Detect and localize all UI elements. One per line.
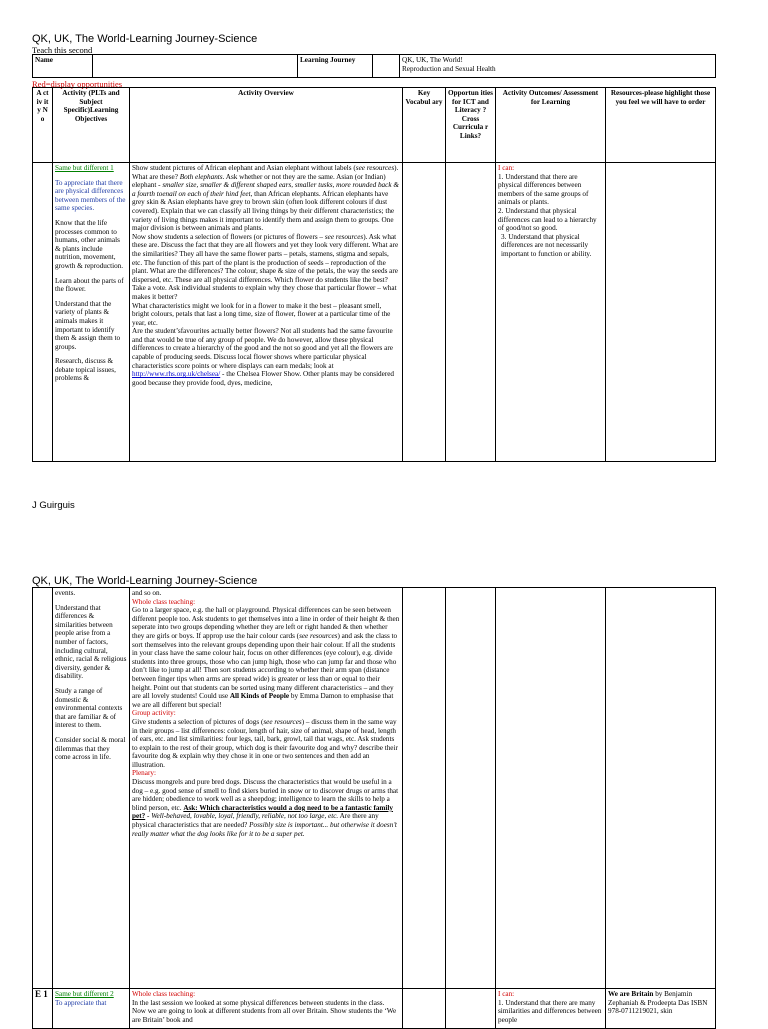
overview-paragraph-3: Discuss mongrels and pure bred dogs. Discuss the characteristics that would be useful in a dog – e.g. good sense of smell to find skiers buried in snow or to discover drugs or arms that are hidden; obedience to work well as a sheepdog; intelligence to learn the skills to help a blind person, etc. Ask: Which characteristics would a dog need to be a fantastic family pet? - Well-behaved, lovable, loyal, friendly, reliable, not too large, etc. Are there any physical characteristics that are needed? Possibly size is important... but otherwise it doesn’t really matter what the dog looks like for it to be a super pet. <box>132 778 399 838</box>
page1-title: QK, UK, The World-Learning Journey-Science <box>32 33 258 45</box>
overview-paragraph-1: Show student pictures of African elephant and Asian elephant without labels (see resources). What are these? Both elephants. Ask whether or not they are the same. Asian (or Indian) elephant - smaller size, smaller & different shaped ears, smaller tusks, more rounded back & a fourth toenail on each of their hind feet, than African elephants. African elephants have grey skin & Asian elephants have grey to brown skin (often look different colours if dust covered). Explain that we can classify all living things by their different characteristics; the variety of living things makes it important to identify them and assign them to groups. One major division is between animals and plants. <box>132 164 399 233</box>
page1-activity-table <box>32 87 716 462</box>
header-table <box>32 54 716 78</box>
activity-number-cell-2: E 1 <box>33 989 53 1029</box>
objective-understand-differences: Understand that differences & similarities between people arise from a number of factors, including cultural, ethnic, racial & religious diversity, gender & disability. <box>55 603 127 681</box>
page2-title: QK, UK, The World-Learning Journey-Science <box>32 575 258 587</box>
objective-understand: Understand that the variety of plants & animals makes it important to identify them & assign them to groups. <box>55 299 121 351</box>
overview-andso: and so on. <box>132 589 162 597</box>
col-resources: Resources-please highlight those you feel we will have to order <box>606 88 716 163</box>
outcome-row2: 1. Understand that there are many similarities and differences between people <box>498 998 602 1024</box>
col-activity-no: A ct iv it y N o <box>33 88 53 163</box>
name-value[interactable] <box>93 55 298 78</box>
outcomes-cell-2 <box>496 989 606 1029</box>
overview-paragraph-2: Give students a selection of pictures of dogs (see resources) – discuss them in the same way in their groups – list differences: colour, length of hair, size of animal, shape of head, length of ears, etc. and list similarities: four legs, tail, bark, growl, tail that wags, etc. Ask students to explain to the rest of their group, which dog is their favourite dog and why? describe their favourite dog & explain why they chose it in one or two sentences and then add an illustration. <box>132 717 398 769</box>
overview-paragraph-1: Go to a larger space, e.g. the hall or playground. Physical differences can be seen between different people too. Ask students to get themselves into a line in order of their height & then seperate into two groups depending whether they are left or right handed & then whether they are girls or boys. If approp use the hair colour cards (see resources) and ask the class to sort themselves into the relevant groups depending upon their hair colour. If all the students in your class have the same colour hair, focus on other differences (eye colour), e.g. divide students into three groups, those who can jump high, those who can jump far and those who don’t like to jump at all! Then sort students according to whether their arm span (distance between finger tips when arms are spread wide) is greater or less than or equal to their height. Point out that students can be sorted using many different characteristics – and they are all lovely students! Could use All Kinds of People by Emma Damon to emphasise that we are all different but special! <box>132 606 400 709</box>
resources-cell <box>606 163 716 462</box>
lj-label: Learning Journey <box>298 55 373 78</box>
vocabulary-cell <box>403 588 446 989</box>
objectives-cell <box>53 588 130 989</box>
vocabulary-cell <box>403 163 446 462</box>
lj-value: QK, UK, The World! Reproduction and Sexual Health <box>400 55 716 78</box>
overview-row2-text: In the last session we looked at some physical differences between students in the class. Now we are going to look at different students from all over Britain. Show students the ‘We are Britain’ book and <box>132 998 397 1024</box>
chelsea-link[interactable]: http://www.rhs.org.uk/chelsea/ <box>132 370 221 379</box>
outcome-2: 2. Understand that physical differences can lead to a hierarchy of good/not so good. <box>498 206 597 233</box>
lj-empty <box>373 55 400 78</box>
objectives-cell-2 <box>53 989 130 1029</box>
red-note: Red=display opportunities <box>32 79 123 89</box>
objective-study: Study a range of domestic & environmental contexts that are familiar & of interest to them. <box>55 686 123 730</box>
objectives-cell <box>53 163 130 462</box>
objective-title-2: Same but different 2 <box>55 990 114 998</box>
opportunities-cell <box>446 163 496 462</box>
overview-cell <box>130 588 403 989</box>
objective-appreciate: To appreciate that there are physical differences between members of the same species. <box>55 178 126 213</box>
objective-events: events. <box>55 589 76 597</box>
col-key-vocabulary: Key Vocabul ary <box>403 88 446 163</box>
vocabulary-cell-2 <box>403 989 446 1029</box>
page2-activity-table <box>32 587 716 1029</box>
group-activity-heading: Group activity: <box>132 709 176 718</box>
overview-cell-2 <box>130 989 403 1029</box>
plenary-heading: Plenary: <box>132 769 156 778</box>
outcomes-cell <box>496 588 606 989</box>
col-outcomes: Activity Outcomes/ Assessment for Learning <box>496 88 606 163</box>
resource-book: We are Britain by Benjamin Zephaniah & Prodeepta Das ISBN 978-0711219021, skin <box>608 990 708 1016</box>
outcome-1: 1. Understand that there are physical differences between members of the same groups of animals or plants. <box>498 172 589 207</box>
activity-number-cell <box>33 163 53 462</box>
col-activity-overview: Activity Overview <box>130 88 403 163</box>
outcome-3: 3. Understand that physical differences are not necessarily important to function or ability. <box>501 232 592 258</box>
objective-learn: Learn about the parts of the flower. <box>55 276 124 294</box>
overview-paragraph-3: What characteristics might we look for in a flower to make it the best – pleasant smell, bright colours, petals that last a long time, size of flower, flower at a particular time of the year, etc. <box>132 301 391 327</box>
whole-class-heading: Whole class teaching: <box>132 597 196 606</box>
col-opportunities: Opportun ities for ICT and Literacy ? Cross Curricula r Links? <box>446 88 496 163</box>
overview-cell <box>130 163 403 462</box>
objective-title: Same but different 1 <box>55 164 114 172</box>
i-can-label: I can: <box>498 164 515 172</box>
resources-cell <box>606 588 716 989</box>
outcomes-cell <box>496 163 606 462</box>
opportunities-cell-2 <box>446 989 496 1029</box>
objective-appreciate-2: To appreciate that <box>55 998 107 1007</box>
objective-consider: Consider social & moral dilemmas that they come across in life. <box>55 735 126 762</box>
footer-author: J Guirguis <box>32 500 75 511</box>
overview-paragraph-4: Are the student’sfavourites actually better flowers? Not all students had the same favourite and that would be true of any group of people. We do however, allow these physical differences to create a hierarchy of the good and the not so good and yet all the flowers are capable of producing seeds. Discuss local flower shows where particular physical characteristics score points or where displays can earn medals; look at http://www.rhs.org.uk/chelsea/ - the Chelsea Flower Show. Other plants may be considered good because they provide food, dyes, medicine, <box>132 327 395 387</box>
whole-class-heading-2: Whole class teaching: <box>132 990 196 998</box>
teach-note: Teach this second <box>32 45 93 55</box>
activity-number-cell <box>33 588 53 989</box>
resources-cell-2 <box>606 989 716 1029</box>
name-label: Name <box>33 55 93 78</box>
objective-know: Know that the life processes common to humans, other animals & plants include nutrition, movement, growth & reproduction. <box>55 218 124 270</box>
col-learning-objectives: Activity (PLTs and Subject Specific)Learning Objectives <box>53 88 130 163</box>
overview-paragraph-2: Now show students a selection of flowers (or pictures of flowers – see resources). Ask what these are. Discuss the fact that they are all flowers and yet they look very different. What are the similarities? They all have the same flower parts – petals, stamens, stigma and sepals, etc. The function of this part of the plant is the production of seeds – reproduction of the plant. What are the differences? The colour, shape & size of the petals, the way the seeds are dispersed, etc. These are all physical differences. Which flower do students like the best? Take a vote. Ask individual students to explain why they chose that particular flower – what makes it better? <box>132 232 399 301</box>
objective-research: Research, discuss & debate topical issues, problems & <box>55 357 116 383</box>
opportunities-cell <box>446 588 496 989</box>
i-can-label-2: I can: <box>498 990 515 998</box>
